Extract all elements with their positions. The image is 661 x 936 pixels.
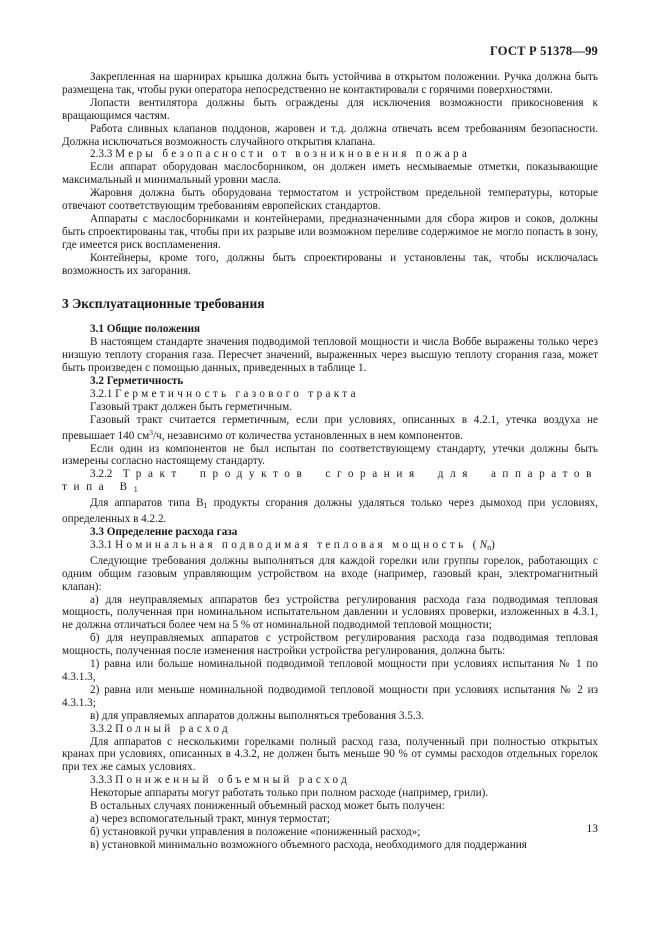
list-item: 2) равна или меньше номинальной подводимой тепловой мощности при условиях испытания № 2 из 4.3.1.3; [62,683,598,709]
list-item: а) через вспомогательный тракт, минуя термостат; [90,812,331,825]
list-item: а) для неуправляемых аппаратов без устройства регулирования расхода газа подводимая тепловая мощность, полученная при номинальном испытательном давлении и условиях проверки, изложенных в 4.3.1, не должна отличаться более чем на 5 % от номинальной подводимой тепловой мощности; [62,593,598,632]
text-run: /ч, независимо от количества установленных в нем компонентов. [152,429,463,442]
subscript: 1 [203,501,208,511]
list-item: б) для неуправляемых аппаратов с устройством регулирования расхода газа подводимая тепловая мощность, полученная после изменения настройки устройства регулирования, должна быть: [62,632,598,658]
section-number: 2.3.3 [90,148,113,161]
subsection-heading-3-1: 3.1 Общие положения [90,323,201,336]
subsection-heading-3-3-1 [62,539,598,555]
paragraph: Газовый тракт должен быть герметичным. [90,400,293,413]
subsection-heading-2-3-3 [62,148,598,161]
document-page [62,0,598,936]
paragraph: Работа сливных клапанов поддонов, жаровен и т.д. должна отвечать всем требованиям безопасности. Должна исключаться возможность случайного открытия клапана. [62,122,598,148]
paragraph: Следующие требования должны выполняться для каждой горелки или группы горелок, работающих с одним общим газовым управляющим устройством на входе (например, газовый кран, электромагнитный клапан): [62,554,598,593]
superscript: 3 [149,427,153,437]
paragraph: Аппараты с маслосборниками и контейнерами, предназначенными для сбора жиров и соков, должны быть спроектированы так, чтобы при их разрыве или возможном переливе содержимое не могло попасть в зону, где имеется риск воспламенения. [62,212,598,251]
paragraph: Контейнеры, кроме того, должны быть спроектированы и установлены так, чтобы исключалась возможность их загорания. [62,251,598,277]
paragraph: Если один из компонентов не был испытан по соответствующему стандарту, утечки должны быть измерены согласно настоящему стандарту. [62,442,598,468]
paren: ) [491,538,495,551]
section-number: 3.2.2 [90,468,113,481]
paragraph: Некоторые аппараты могут работать только при полном расходе (например, грили). [90,787,489,800]
subsection-heading-3-3-2 [62,723,598,736]
paragraph: Если аппарат оборудован маслосборником, он должен иметь несмываемые отметки, показывающие максимальный и минимальный уровни масла. [62,161,598,187]
standard-header: ГОСТ Р 51378—99 [489,44,598,58]
subsection-heading-3-3-3 [62,774,598,787]
subscript: 1 [133,485,138,495]
subsection-heading-3-2-1 [62,388,598,401]
subsection-heading-3-3: 3.3 Определение расхода газа [90,526,238,538]
subsection-heading-3-2: 3.2 Герметичность [90,375,184,388]
paragraph: В настоящем стандарте значения подводимой тепловой мощности и числа Воббе выражены только через низшую теплоту сгорания газа. Пересчет значений, выраженных через высшую теплоту сгорания газа, может быть произведен с помощью данных, приведенных в таблице 1. [62,336,598,375]
section-number: 3.3.1 [90,538,113,551]
text-run: Газовый тракт считается герметичным, если при условиях, описанных в 4.2.1, утечка воздуха не превышает 140 см [62,413,598,442]
page-number: 13 [586,823,598,835]
section-title: Тракт продуктов сгорания для аппаратов типа B [62,468,598,494]
section-title: Меры безопасности от возникновения пожара [115,148,471,161]
paragraph: Для аппаратов с несколькими горелками полный расход газа, полученный при полностью открытых кранах при условиях, описанных в 4.3.2, не должен быть меньше 90 % от суммы расходов отдельных горелок при тех же самых условиях. [62,735,598,774]
list-item: б) установкой ручки управления в положение «пониженный расход»; [90,825,421,838]
section-heading-3: 3 Эксплуатационные требования [62,295,265,311]
subscript: n [487,542,492,552]
paragraph [62,497,598,526]
symbol-n: N [479,538,488,551]
section-title: Герметичность газового тракта [115,387,359,400]
list-item: 1) равна или больше номинальной подводимой тепловой мощности при условиях испытания № 1 по 4.3.1.3, [62,658,598,683]
paragraph: В остальных случаях пониженный объемный расход может быть получен: [90,800,445,813]
list-item: в) установкой минимально возможного объемного расхода, необходимого для поддержания [90,838,527,851]
section-title: Пониженный объемный расход [115,774,351,787]
paragraph: Жаровня должна быть оборудована термостатом и устройством предельной температуры, которые отвечают соответствующим требованиям европейских стандартов. [62,187,598,213]
subsection-heading-3-2-2 [62,468,598,497]
page-content [62,71,598,852]
paragraph [62,414,598,443]
paragraph: Лопасти вентилятора должны быть ограждены для исключения возможности прикосновения к вращающимся частям. [62,96,598,122]
list-item: в) для управляемых аппаратов должны выполняться требования 3.5.3. [90,709,425,722]
paragraph: Закрепленная на шарнирах крышка должна быть устойчива в открытом положении. Ручка должна быть размещена так, чтобы руки оператора непосредственно не контактировали с горячими поверхностями. [62,71,598,96]
section-number: 3.2.1 [90,387,113,400]
text-run: продукты сгорания должны удаляться только через дымоход при условиях, определенных в 4.2.2. [62,497,598,526]
section-number: 3.3.3 [90,774,113,787]
section-number: 3.3.2 [90,722,113,735]
section-title: Полный расход [115,722,231,735]
text-run: Для аппаратов типа B [90,497,204,510]
section-title: Номинальная подводимая тепловая мощность ( [115,538,480,551]
